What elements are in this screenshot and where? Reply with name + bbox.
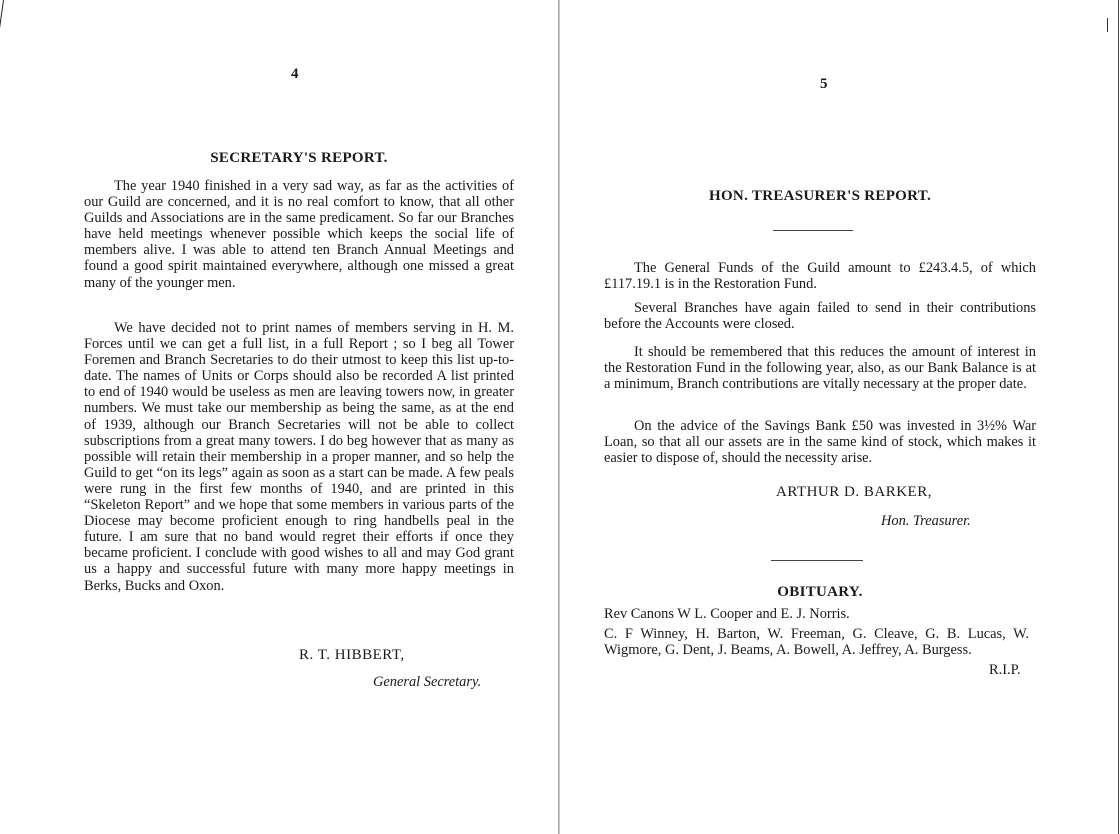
- treasurer-signature-name: ARTHUR D. BARKER,: [776, 484, 932, 500]
- secretary-report-heading: SECRETARY'S REPORT.: [210, 150, 388, 166]
- obituary-clergy-line: Rev Canons W L. Cooper and E. J. Norris.: [604, 606, 850, 622]
- obituary-members-line: C. F Winney, H. Barton, W. Freeman, G. Cleave, G. B. Lucas, W. Wigmore, G. Dent, J. Beams, A. Bowell, A. Jeffrey, A. Burgess.: [604, 626, 1029, 659]
- secretary-signature-title: General Secretary.: [373, 674, 482, 690]
- treasurer-paragraph-1: The General Funds of the Guild amount to £243.4.5, of which £117.19.1 is in the Restoration Fund.: [604, 260, 1036, 293]
- treasurer-paragraph-2: Several Branches have again failed to send in their contributions before the Accounts were closed.: [604, 300, 1036, 333]
- page-number: 4: [291, 66, 299, 82]
- obituary-heading: OBITUARY.: [777, 584, 863, 600]
- page-number: 5: [820, 76, 828, 92]
- treasurer-report-heading: HON. TREASURER'S REPORT.: [709, 188, 931, 204]
- secretary-paragraph-2: We have decided not to print names of members serving in H. M. Forces until we can get a full list, in a full Report ; so I beg all Tower Foremen and Branch Secretaries to do their utmost to keep this list up-to-date. The names of Units or Corps should also be recorded A list printed to end of 1940 would be useless as men are leaving towers now, in greater numbers. We must take our membership as being the same, as at the end of 1939, although our Branch Secretaries will not be able to collect subscriptions from a great many towers. I do beg however that as many as possible will retain their membership in a proper manner, and so help the Guild to get “on its legs” again as soon as a start can be made. A few peals were rung in the first few months of 1940, and are printed in this “Skeleton Report” and we hope that some members in various parts of the Diocese may become proficient enough to ring handbells peal in the future. I am sure that no band would regret their efforts if once they became proficient. I conclude with good wishes to all and may God grant us a happy and successful future with many more happy meetings in Berks, Bucks and Oxon.: [84, 320, 514, 594]
- right-page: [560, 0, 1120, 834]
- left-page: [0, 0, 558, 834]
- heading-divider: [773, 230, 853, 231]
- treasurer-paragraph-4: On the advice of the Savings Bank £50 was invested in 3½% War Loan, so that all our assets are in the same kind of stock, which makes it easier to dispose of, should the necessity arise.: [604, 418, 1036, 467]
- treasurer-paragraph-3: It should be remembered that this reduces the amount of interest in the Restoration Fund in the following year, also, as our Bank Balance is at a minimum, Branch contributions are vitally necessary at the proper date.: [604, 344, 1036, 393]
- secretary-paragraph-1: The year 1940 finished in a very sad way, as far as the activities of our Guild are concerned, and it is no real comfort to know, that all other Guilds and Associations are in the same predicament. So far our Branches have held meetings whenever possible which keeps the social life of members alive. I was able to attend ten Branch Annual Meetings and found a good spirit maintained everywhere, although one missed a great many of the younger men.: [84, 178, 514, 291]
- secretary-signature-name: R. T. HIBBERT,: [299, 647, 405, 663]
- treasurer-signature-title: Hon. Treasurer.: [881, 513, 971, 529]
- obituary-divider: [771, 560, 863, 561]
- obituary-rip: R.I.P.: [989, 662, 1021, 678]
